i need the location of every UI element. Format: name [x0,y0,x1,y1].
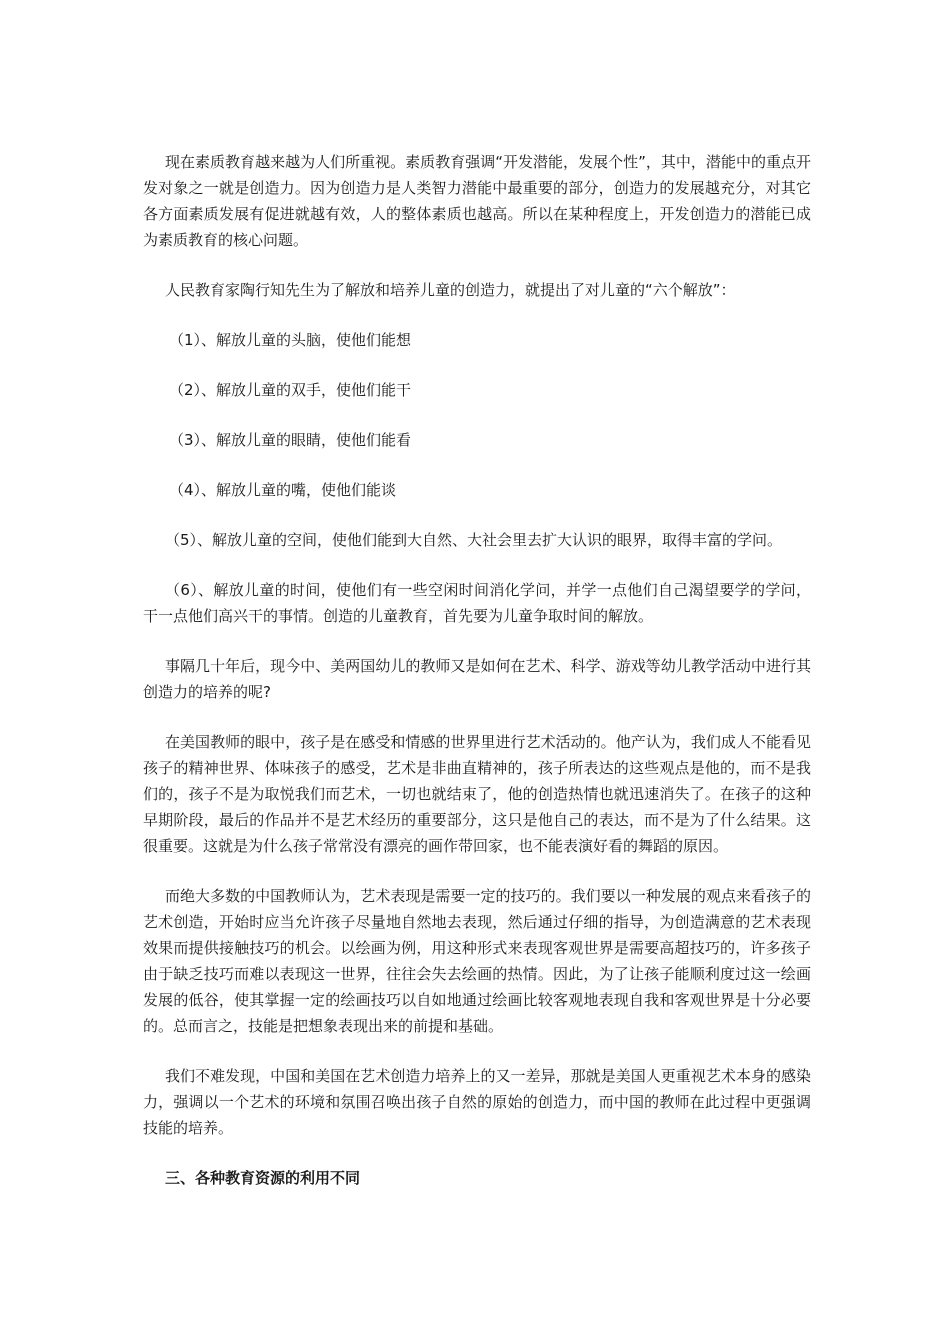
paragraph-gap [143,503,811,527]
list-item-liberation-6: （6）、解放儿童的时间，使他们有一些空闲时间消化学问，并学一点他们自己渴望要学的学问，干一点他们高兴干的事情。创造的儿童教育，首先要为儿童争取时间的解放。 [143,581,811,625]
paragraph-quality-education: 现在素质教育越来越为人们所重视。素质教育强调“开发潜能，发展个性”，其中，潜能中的重点开发对象之一就是创造力。因为创造力是人类智力潜能中最重要的部分，创造力的发展越充分，对其它各方面素质发展有促进就越有效，人的整体素质也越高。所以在某种程度上，开发创造力的潜能已成为素质教育的核心问题。 [143,153,811,249]
paragraph-gap [143,403,811,427]
paragraph-gap [143,553,811,577]
paragraph-gap [143,629,811,653]
paragraph-gap [143,253,811,277]
paragraph-chinese-teachers: 而绝大多数的中国教师认为，艺术表现是需要一定的技巧的。我们要以一种发展的观点来看孩子的艺术创造，开始时应当允许孩子尽量地自然地去表现，然后通过仔细的指导，为创造满意的艺术表现效果而提供接触技巧的机会。以绘画为例，用这种形式来表现客观世界是需要高超技巧的，许多孩子由于缺乏技巧而难以表现这一世界，往往会失去绘画的热情。因此，为了让孩子能顺利度过这一绘画发展的低谷，使其掌握一定的绘画技巧以自如地通过绘画比较客观地表现自我和客观世界是十分必要的。总而言之，技能是把想象表现出来的前提和基础。 [143,887,811,1035]
paragraph-difference-summary: 我们不难发现，中国和美国在艺术创造力培养上的又一差异，那就是美国人更重视艺术本身的感染力，强调以一个艺术的环境和氛围召唤出孩子自然的原始的创造力，而中国的教师在此过程中更强调技能的培养。 [143,1067,811,1137]
section-heading: 三、各种教育资源的利用不同 [165,1169,361,1187]
paragraph-gap [143,1039,811,1063]
paragraph-gap [143,1141,811,1165]
paragraph-decades-later: 事隔几十年后，现今中、美两国幼儿的教师又是如何在艺术、科学、游戏等幼儿教学活动中进行其创造力的培养的呢? [143,657,811,701]
list-item-liberation-2: （2）、解放儿童的双手，使他们能干 [169,381,412,399]
list-item-liberation-1: （1）、解放儿童的头脑，使他们能想 [169,331,412,349]
paragraph-gap [143,705,811,729]
paragraph-gap [143,453,811,477]
paragraph-gap [143,353,811,377]
document-body [143,149,811,1191]
paragraph-gap [143,859,811,883]
paragraph-tao-xingzhi: 人民教育家陶行知先生为了解放和培养儿童的创造力，就提出了对儿童的“六个解放”： [165,281,736,299]
list-item-liberation-3: （3）、解放儿童的眼睛，使他们能看 [169,431,412,449]
list-item-liberation-4: （4）、解放儿童的嘴，使他们能谈 [169,481,397,499]
paragraph-gap [143,303,811,327]
paragraph-american-teachers: 在美国教师的眼中，孩子是在感受和情感的世界里进行艺术活动的。他产认为，我们成人不能看见孩子的精神世界、体味孩子的感受，艺术是非曲直精神的，孩子所表达的这些观点是他的，而不是我们的，孩子不是为取悦我们而艺术，一切也就结束了，他的创造热情也就迅速消失了。在孩子的这种早期阶段，最后的作品并不是艺术经历的重要部分，这只是他自己的表达，而不是为了什么结果。这很重要。这就是为什么孩子常常没有漂亮的画作带回家，也不能表演好看的舞蹈的原因。 [143,733,811,855]
list-item-liberation-5: （5）、解放儿童的空间，使他们能到大自然、大社会里去扩大认识的眼界，取得丰富的学问。 [165,531,783,549]
